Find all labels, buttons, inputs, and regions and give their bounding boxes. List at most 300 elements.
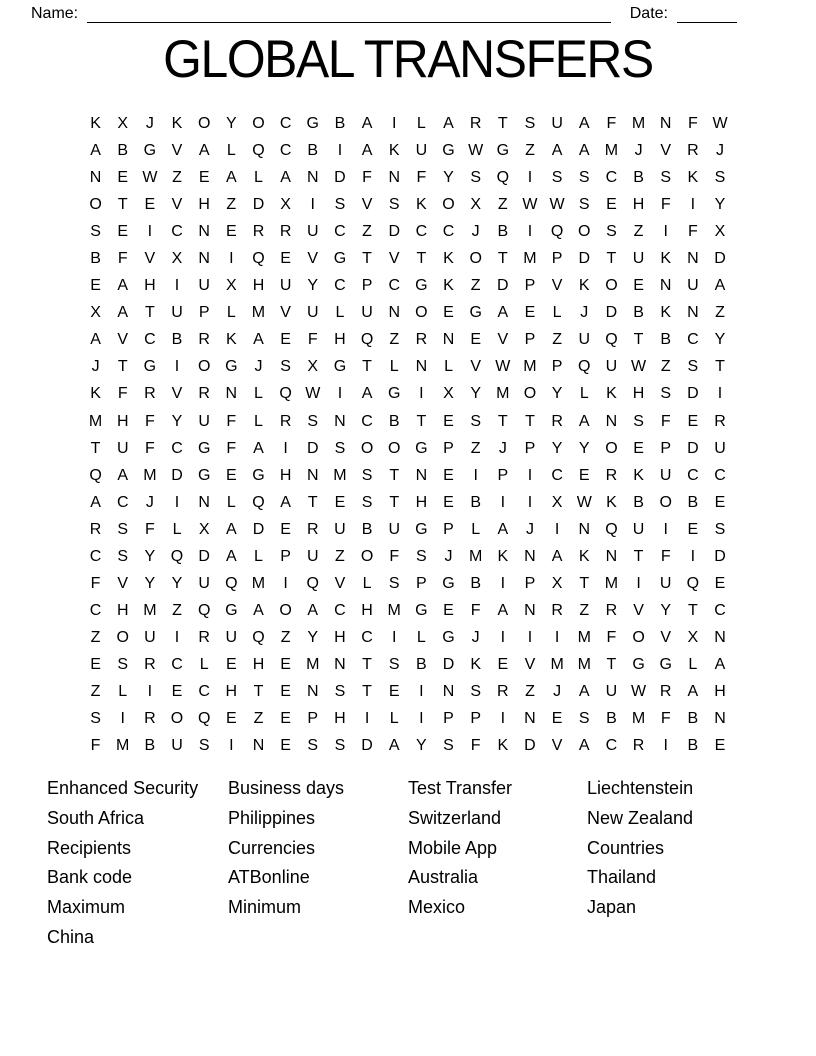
grid-letter: J <box>471 223 480 241</box>
grid-letter: V <box>171 142 183 160</box>
grid-letter: P <box>443 710 454 728</box>
grid-letter: O <box>197 115 211 132</box>
grid-letter: R <box>198 628 210 646</box>
grid-letter: Y <box>307 277 319 295</box>
grid-letter: Z <box>335 547 345 565</box>
grid-letter: T <box>389 466 400 484</box>
grid-letter: V <box>633 601 644 619</box>
grid-letter: S <box>551 169 563 187</box>
grid-letter: C <box>279 142 292 160</box>
grid-letter: S <box>633 412 644 430</box>
grid-letter: B <box>361 520 373 538</box>
grid-letter: Y <box>443 169 454 187</box>
grid-letter: N <box>306 169 319 187</box>
grid-letter: Z <box>172 601 182 619</box>
grid-letter: T <box>416 250 427 268</box>
grid-letter: X <box>225 277 237 295</box>
grid-letter: S <box>90 710 101 728</box>
grid-letter: M <box>251 304 266 322</box>
grid-letter: D <box>714 547 726 565</box>
grid-letter: C <box>334 223 346 241</box>
word-list-column <box>408 774 587 953</box>
grid-letter: K <box>388 142 400 160</box>
grid-letter: U <box>687 277 699 295</box>
grid-letter: Y <box>171 412 183 430</box>
grid-letter: E <box>687 412 699 430</box>
grid-letter: A <box>714 277 726 295</box>
grid-letter: V <box>280 304 291 322</box>
grid-letter: C <box>687 466 699 484</box>
grid-letter: I <box>500 493 506 511</box>
grid-letter: S <box>307 737 319 755</box>
grid-letter: Z <box>470 439 481 457</box>
grid-letter: M <box>577 628 591 646</box>
grid-letter: G <box>442 628 455 646</box>
grid-letter: T <box>606 655 617 673</box>
grid-letter: S <box>361 466 373 484</box>
grid-letter: F <box>416 169 427 187</box>
grid-letter: S <box>416 547 427 565</box>
grid-letter: F <box>660 412 671 430</box>
grid-letter: K <box>606 385 617 403</box>
grid-letter: M <box>604 574 619 592</box>
grid-letter: T <box>687 601 698 619</box>
grid-letter: U <box>225 628 238 646</box>
grid-letter: G <box>387 385 401 403</box>
grid-letter: G <box>143 358 157 376</box>
grid-letter: A <box>90 142 101 160</box>
grid-letter: V <box>361 196 373 214</box>
grid-letter: A <box>253 331 264 349</box>
grid-letter: L <box>444 358 453 376</box>
grid-letter: B <box>633 493 644 511</box>
grid-letter: K <box>225 331 237 349</box>
grid-letter: S <box>443 737 454 755</box>
grid-letter: E <box>443 304 454 322</box>
grid-letter: I <box>174 493 180 511</box>
grid-letter: N <box>714 710 726 728</box>
grid-letter: I <box>690 547 696 565</box>
grid-letter: A <box>388 737 400 755</box>
grid-letter: Q <box>605 520 618 538</box>
grid-letter: K <box>660 304 672 322</box>
grid-letter: C <box>551 466 563 484</box>
grid-letter: Z <box>90 628 101 646</box>
grid-letter: W <box>631 682 647 700</box>
grid-letter: E <box>551 710 563 728</box>
grid-letter: I <box>663 737 668 755</box>
grid-letter: R <box>198 385 210 403</box>
grid-letter: K <box>470 655 481 673</box>
grid-letter: E <box>606 196 617 214</box>
grid-letter: W <box>305 385 321 403</box>
grid-letter: I <box>337 142 343 160</box>
grid-letter: E <box>443 466 454 484</box>
grid-letter: Q <box>306 574 319 592</box>
grid-letter: A <box>578 682 590 700</box>
grid-letter: C <box>687 331 699 349</box>
word-list-item: Liechtenstein <box>587 778 694 798</box>
grid-letter: T <box>307 493 318 511</box>
word-list-item: Switzerland <box>408 807 502 828</box>
grid-letter: H <box>334 628 346 646</box>
grid-letter: D <box>252 520 265 538</box>
grid-letter: B <box>606 710 617 728</box>
grid-letter: E <box>144 196 156 214</box>
grid-letter: A <box>578 737 590 755</box>
grid-letter: O <box>523 385 537 403</box>
grid-letter: D <box>171 466 183 484</box>
grid-letter: Q <box>360 331 374 349</box>
grid-letter: E <box>90 655 101 673</box>
grid-letter: L <box>172 520 182 538</box>
grid-letter: P <box>470 710 481 728</box>
grid-letter: C <box>361 628 373 646</box>
grid-letter: W <box>576 493 592 511</box>
grid-letter: D <box>687 439 699 457</box>
grid-letter: A <box>225 520 237 538</box>
grid-letter: H <box>714 682 726 700</box>
grid-letter: B <box>470 493 481 511</box>
grid-letter: T <box>362 358 372 376</box>
word-list-item: Currencies <box>228 837 316 858</box>
grid-letter: F <box>606 115 617 132</box>
grid-letter: E <box>171 682 183 700</box>
grid-letter: X <box>551 493 563 511</box>
word-list-item: ATBonline <box>228 867 310 888</box>
grid-letter: M <box>143 466 157 484</box>
grid-letter: Y <box>416 737 427 755</box>
grid-letter: A <box>497 520 509 538</box>
grid-letter: A <box>361 115 373 132</box>
grid-letter: F <box>90 737 101 755</box>
grid-letter: Z <box>470 277 481 295</box>
grid-letter: A <box>90 331 101 349</box>
grid-letter: E <box>388 682 400 700</box>
grid-letter: E <box>280 250 291 268</box>
grid-letter: A <box>551 547 563 565</box>
grid-letter: A <box>90 493 101 511</box>
grid-letter: G <box>197 439 211 457</box>
grid-letter: L <box>416 115 426 132</box>
grid-letter: M <box>496 385 510 403</box>
grid-letter: U <box>306 304 319 322</box>
word-list-column <box>228 774 408 953</box>
grid-letter: I <box>717 385 723 403</box>
grid-letter: O <box>632 628 645 646</box>
grid-letter: D <box>306 439 319 457</box>
grid-letter: P <box>551 358 563 376</box>
grid-letter: G <box>415 277 428 295</box>
name-blank-line <box>87 4 611 23</box>
grid-letter: E <box>524 304 536 322</box>
grid-letter: S <box>280 358 291 376</box>
grid-letter: S <box>687 358 699 376</box>
grid-letter: Y <box>660 601 672 619</box>
grid-letter: B <box>470 574 481 592</box>
grid-letter: I <box>391 628 397 646</box>
grid-letter: F <box>144 439 155 457</box>
grid-letter: E <box>280 682 291 700</box>
grid-letter: G <box>442 142 455 160</box>
grid-letter: Z <box>497 196 508 214</box>
grid-letter: X <box>551 574 563 592</box>
grid-letter: Q <box>197 710 211 728</box>
grid-letter: J <box>91 358 100 376</box>
grid-letter: H <box>334 710 346 728</box>
grid-letter: F <box>144 412 155 430</box>
grid-letter: I <box>554 520 560 538</box>
grid-letter: O <box>252 115 265 132</box>
grid-letter: X <box>687 628 699 646</box>
grid-letter: N <box>524 710 536 728</box>
grid-letter: I <box>120 710 125 728</box>
grid-letter: U <box>306 223 319 241</box>
grid-letter: E <box>225 466 237 484</box>
grid-letter: V <box>660 628 672 646</box>
grid-letter: V <box>144 250 156 268</box>
grid-letter: E <box>280 655 291 673</box>
grid-letter: G <box>225 601 238 619</box>
grid-letter: N <box>605 547 618 565</box>
grid-letter: H <box>632 385 645 403</box>
grid-letter: D <box>361 737 373 755</box>
grid-letter: M <box>631 710 646 728</box>
grid-letter: F <box>117 250 128 268</box>
grid-letter: M <box>88 412 103 430</box>
grid-letter: F <box>687 223 698 241</box>
grid-letter: U <box>171 304 183 322</box>
grid-letter: O <box>578 223 591 241</box>
grid-letter: Y <box>307 628 319 646</box>
grid-letter: U <box>714 439 726 457</box>
grid-letter: W <box>522 196 538 214</box>
grid-letter: A <box>280 493 291 511</box>
grid-letter: F <box>307 331 318 349</box>
grid-letter: A <box>280 169 291 187</box>
grid-letter: N <box>524 601 536 619</box>
grid-letter: Q <box>252 628 265 646</box>
grid-letter: V <box>117 331 129 349</box>
grid-letter: K <box>171 115 183 132</box>
grid-letter: R <box>279 223 292 241</box>
grid-letter: M <box>631 115 646 132</box>
grid-letter: I <box>636 574 641 592</box>
grid-letter: K <box>90 115 101 132</box>
date-blank-line <box>677 4 737 23</box>
grid-letter: S <box>117 655 129 673</box>
grid-letter: E <box>714 574 726 592</box>
grid-letter: A <box>225 547 237 565</box>
grid-letter: V <box>497 331 509 349</box>
grid-letter: R <box>605 601 618 619</box>
grid-letter: T <box>579 574 590 592</box>
grid-letter: C <box>171 223 183 241</box>
grid-letter: P <box>443 439 454 457</box>
grid-letter: D <box>252 196 265 214</box>
grid-letter: P <box>443 520 454 538</box>
grid-letter: Z <box>362 223 372 241</box>
grid-letter: E <box>578 466 590 484</box>
grid-letter: V <box>117 574 129 592</box>
grid-letter: O <box>279 601 292 619</box>
word-list-item: Recipients <box>47 837 132 858</box>
grid-letter: W <box>631 358 647 376</box>
grid-letter: I <box>527 493 533 511</box>
grid-letter: Y <box>714 331 726 349</box>
grid-letter: Z <box>579 601 590 619</box>
grid-letter: E <box>225 710 237 728</box>
grid-letter: A <box>253 601 264 619</box>
grid-letter: R <box>714 412 726 430</box>
grid-letter: M <box>143 601 157 619</box>
grid-letter: F <box>362 169 372 187</box>
worksheet-header <box>31 4 737 24</box>
grid-letter: N <box>89 169 102 187</box>
grid-letter: M <box>306 655 320 673</box>
grid-letter: F <box>470 737 481 755</box>
grid-letter: K <box>497 737 509 755</box>
grid-letter: T <box>90 439 101 457</box>
grid-letter: T <box>633 331 644 349</box>
grid-letter: K <box>497 547 509 565</box>
grid-letter: E <box>470 331 481 349</box>
word-list-item: Business days <box>228 778 345 798</box>
grid-letter: C <box>388 277 400 295</box>
grid-letter: B <box>687 737 699 755</box>
grid-letter: I <box>554 628 560 646</box>
grid-letter: E <box>225 223 237 241</box>
grid-letter: U <box>578 331 591 349</box>
grid-letter: T <box>362 682 372 700</box>
grid-letter: C <box>171 439 183 457</box>
grid-letter: F <box>389 547 400 565</box>
grid-letter: N <box>306 682 319 700</box>
word-list-item: Australia <box>408 867 479 888</box>
grid-letter: J <box>634 142 643 160</box>
grid-letter: D <box>714 250 726 268</box>
grid-letter: X <box>470 196 481 214</box>
grid-letter: C <box>334 277 346 295</box>
grid-letter: R <box>551 601 563 619</box>
grid-letter: Z <box>226 196 237 214</box>
grid-letter: N <box>252 737 265 755</box>
grid-letter: Z <box>525 142 535 160</box>
grid-letter: J <box>553 682 562 700</box>
grid-letter: R <box>144 655 156 673</box>
grid-letter: V <box>551 277 563 295</box>
grid-letter: R <box>469 115 482 132</box>
grid-letter: D <box>442 655 455 673</box>
grid-letter: Q <box>578 358 591 376</box>
grid-letter: T <box>497 412 508 430</box>
grid-letter: V <box>524 655 536 673</box>
grid-letter: N <box>442 331 455 349</box>
grid-letter: P <box>198 304 210 322</box>
grid-letter: A <box>253 439 264 457</box>
grid-letter: H <box>252 655 265 673</box>
grid-letter: R <box>497 682 509 700</box>
grid-letter: F <box>660 547 671 565</box>
grid-letter: V <box>660 142 672 160</box>
grid-letter: K <box>90 385 101 403</box>
grid-letter: A <box>714 655 726 673</box>
grid-letter: L <box>199 655 209 673</box>
grid-letter: Y <box>714 196 726 214</box>
grid-letter: B <box>388 412 400 430</box>
grid-letter: C <box>89 547 102 565</box>
grid-letter: K <box>443 250 454 268</box>
grid-letter: L <box>254 169 263 187</box>
grid-letter: S <box>117 520 129 538</box>
grid-letter: G <box>333 358 347 376</box>
grid-letter: A <box>198 142 210 160</box>
grid-letter: L <box>254 412 263 430</box>
word-list-item: Thailand <box>587 867 657 888</box>
grid-letter: P <box>524 331 536 349</box>
grid-letter: A <box>117 277 129 295</box>
grid-letter: B <box>497 223 509 241</box>
grid-letter: Y <box>470 385 481 403</box>
grid-letter: Z <box>389 331 400 349</box>
grid-letter: G <box>659 655 672 673</box>
grid-letter: F <box>226 412 237 430</box>
grid-letter: N <box>334 412 346 430</box>
grid-letter: L <box>226 142 236 160</box>
grid-letter: D <box>687 385 699 403</box>
grid-letter: T <box>715 358 725 376</box>
grid-letter: S <box>714 520 726 538</box>
grid-letter: U <box>605 358 618 376</box>
grid-letter: S <box>388 655 400 673</box>
grid-letter: G <box>143 142 157 160</box>
word-list-column <box>47 774 228 953</box>
grid-letter: U <box>306 547 319 565</box>
grid-letter: C <box>714 466 726 484</box>
grid-letter: T <box>525 412 535 430</box>
grid-letter: S <box>470 412 481 430</box>
grid-letter: P <box>280 547 291 565</box>
grid-letter: Q <box>252 142 265 160</box>
grid-letter: C <box>334 601 346 619</box>
grid-letter: I <box>174 358 180 376</box>
grid-letter: R <box>144 710 156 728</box>
grid-letter: T <box>497 250 508 268</box>
grid-letter: P <box>524 574 536 592</box>
grid-letter: N <box>388 304 400 322</box>
grid-letter: S <box>524 115 536 132</box>
grid-letter: J <box>716 142 725 160</box>
grid-letter: I <box>174 277 180 295</box>
grid-letter: Z <box>715 304 725 322</box>
grid-letter: K <box>578 547 590 565</box>
grid-letter: F <box>117 385 128 403</box>
grid-letter: P <box>416 574 427 592</box>
grid-letter: T <box>606 250 617 268</box>
grid-letter: S <box>388 574 400 592</box>
grid-letter: U <box>198 412 210 430</box>
grid-letter: Y <box>171 574 183 592</box>
grid-letter: C <box>144 331 156 349</box>
grid-letter: H <box>361 601 373 619</box>
grid-letter: E <box>443 412 454 430</box>
grid-letter: I <box>229 250 234 268</box>
grid-letter: O <box>360 439 374 457</box>
grid-letter: E <box>117 169 129 187</box>
grid-letter: I <box>527 628 533 646</box>
grid-letter: A <box>578 115 590 132</box>
word-list-item: Test Transfer <box>408 778 513 798</box>
